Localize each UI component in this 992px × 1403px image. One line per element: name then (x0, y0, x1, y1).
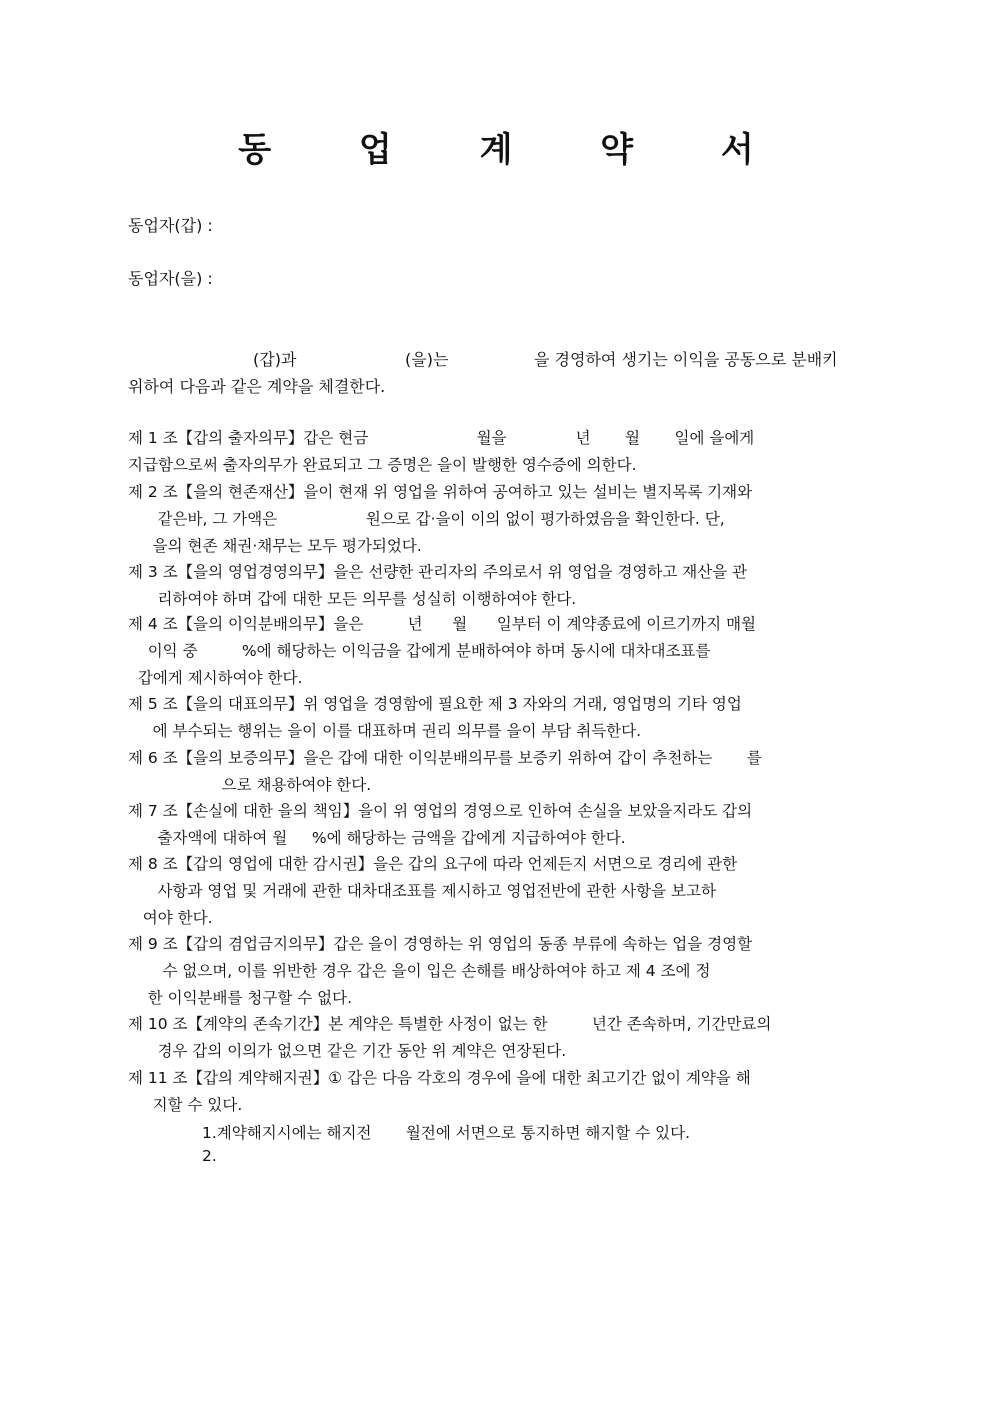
article-line: 사항과 영업 및 거래에 관한 대차대조표를 제시하고 영업전반에 관한 사항을 보고하 (128, 882, 716, 900)
intro-conclusion: 위하여 다음과 같은 계약을 체결한다. (128, 377, 386, 396)
article-line: 이익 중 %에 해당하는 이익금을 갑에게 분배하여야 하며 동시에 대차대조표를 (128, 642, 711, 660)
article-11-item-1: 1.계약해지시에는 해지전 월전에 서면으로 통지하면 해지할 수 있다. (202, 1124, 691, 1142)
article-line: 을의 현존 채권·채무는 모두 평가되었다. (128, 537, 422, 555)
article-4 (128, 611, 866, 692)
article-line: 여야 한다. (128, 909, 213, 927)
article-3 (128, 559, 866, 613)
article-9 (128, 931, 866, 1012)
article-11-item-2: 2. (202, 1147, 217, 1165)
article-line: 수 없으며, 이를 위반한 경우 갑은 을이 입은 손해를 배상하여야 하고 제 4 조에 정 (128, 962, 711, 980)
article-line: 제 8 조【갑의 영업에 대한 감시권】을은 갑의 요구에 따라 언제든지 서면으로 경리에 관한 (128, 855, 738, 873)
article-line: 지할 수 있다. (128, 1096, 243, 1114)
article-1 (128, 425, 866, 479)
intro-party-a: (갑)과 (253, 350, 297, 369)
article-7 (128, 798, 866, 852)
article-5 (128, 691, 866, 745)
article-line: 으로 채용하여야 한다. (128, 776, 372, 794)
article-line: 출자액에 대하여 월 %에 해당하는 금액을 갑에게 지급하여야 한다. (128, 829, 626, 847)
article-2 (128, 479, 866, 560)
article-10 (128, 1011, 866, 1065)
party-b-label: 동업자(을) : (128, 269, 213, 288)
article-line: 리하여야 하며 갑에 대한 모든 의무를 성실히 이행하여야 한다. (128, 590, 577, 608)
article-line: 제 9 조【갑의 겸업금지의무】갑은 을이 경영하는 위 영업의 동종 부류에 속하는 업을 경영할 (128, 935, 753, 953)
article-line: 제 5 조【을의 대표의무】위 영업을 경영함에 필요한 제 3 자와의 거래, 영업명의 기타 영업 (128, 695, 742, 713)
article-line: 경우 갑의 이의가 없으면 같은 기간 동안 위 계약은 연장된다. (128, 1042, 567, 1060)
intro-purpose: 을 경영하여 생기는 이익을 공동으로 분배키 (534, 350, 838, 369)
article-8 (128, 851, 866, 932)
article-line: 제 11 조【갑의 계약해지권】① 갑은 다음 각호의 경우에 을에 대한 최고기간 없이 계약을 해 (128, 1069, 751, 1087)
article-line: 제 7 조【손실에 대한 을의 책임】을이 위 영업의 경영으로 인하여 손실을 보았을지라도 갑의 (128, 802, 753, 820)
article-line: 같은바, 그 가액은 원으로 갑·을이 이의 없이 평가하였음을 확인한다. 단, (128, 510, 725, 528)
article-line: 제 1 조【갑의 출자의무】갑은 현금 월을 년 월 일에 을에게 (128, 429, 755, 447)
article-line: 제 6 조【을의 보증의무】을은 갑에 대한 이익분배의무를 보증키 위하여 갑이 추천하는 를 (128, 749, 762, 767)
article-line: 제 2 조【을의 현존재산】을이 현재 위 영업을 위하여 공여하고 있는 설비는 별지목록 기재와 (128, 483, 753, 501)
article-line: 제 3 조【을의 영업경영의무】을은 선량한 관리자의 주의로서 위 영업을 경영하고 재산을 관 (128, 563, 748, 581)
article-line: 에 부수되는 행위는 을이 이를 대표하며 권리 의무를 을이 부담 취득한다. (128, 722, 642, 740)
party-a-label: 동업자(갑) : (128, 216, 213, 235)
article-line: 갑에게 제시하여야 한다. (128, 669, 303, 687)
document-title: 동 업 계 약 서 (238, 130, 792, 170)
article-6 (128, 745, 866, 799)
article-11 (128, 1065, 866, 1119)
article-line: 제 10 조【계약의 존속기간】본 계약은 특별한 사정이 없는 한 년간 존속하며, 기간만료의 (128, 1015, 772, 1033)
article-line: 한 이익분배를 청구할 수 없다. (128, 989, 353, 1007)
article-line: 제 4 조【을의 이익분배의무】을은 년 월 일부터 이 계약종료에 이르기까지 매월 (128, 615, 757, 633)
article-line: 지급함으로써 출자의무가 완료되고 그 증명은 을이 발행한 영수증에 의한다. (128, 456, 637, 474)
intro-party-b: (을)는 (405, 350, 449, 369)
